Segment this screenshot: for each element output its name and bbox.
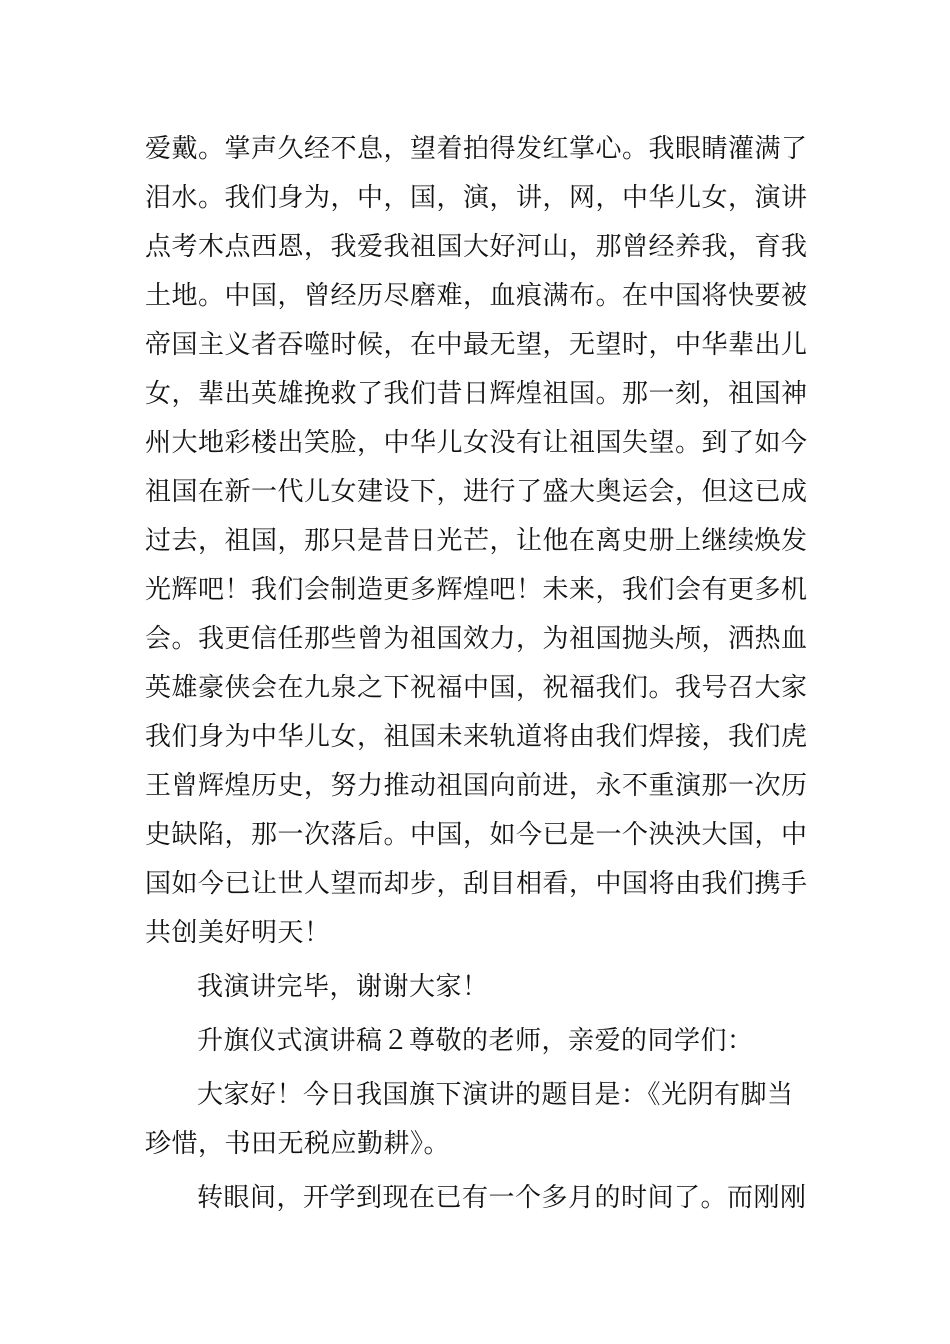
text-line: 共创美好明天！ <box>145 918 331 948</box>
paragraph-5: 转眼间，开学到现在已有一个多月的时间了。而刚刚 <box>197 1183 807 1213</box>
text-line: 过去，祖国，那只是昔日光芒，让他在离史册上继续焕发 <box>145 526 808 556</box>
paragraph-2: 我演讲完毕，谢谢大家！ <box>197 972 489 1002</box>
text-line: 爱戴。掌声久经不息，望着拍得发红掌心。我眼睛灌满了 <box>145 134 808 164</box>
text-line: 英雄豪侠会在九泉之下祝福中国，祝福我们。我号召大家 <box>145 673 808 703</box>
paragraph-4 <box>145 1071 815 1169</box>
text-line: 帝国主义者吞噬时候，在中最无望，无望时，中华辈出儿 <box>145 330 808 360</box>
text-line: 点考木点西恩，我爱我祖国大好河山，那曾经养我，育我 <box>145 232 808 262</box>
text-line: 光辉吧！我们会制造更多辉煌吧！未来，我们会有更多机 <box>145 575 808 605</box>
paragraph-1 <box>145 125 815 958</box>
text-line: 女，辈出英雄挽救了我们昔日辉煌祖国。那一刻，祖国神 <box>145 379 808 409</box>
text-line: 州大地彩楼出笑脸，中华儿女没有让祖国失望。到了如今 <box>145 428 808 458</box>
document-body <box>145 125 815 1223</box>
text-line: 珍惜，书田无税应勤耕》。 <box>145 1129 451 1159</box>
paragraph-3: 升旗仪式演讲稿２尊敬的老师，亲爱的同学们： <box>197 1026 754 1056</box>
text-line: 王曾辉煌历史，努力推动祖国向前进，永不重演那一次历 <box>145 771 808 801</box>
text-line: 史缺陷，那一次落后。中国，如今已是一个泱泱大国，中 <box>145 820 808 850</box>
text-line: 我们身为中华儿女，祖国未来轨道将由我们焊接，我们虎 <box>145 722 808 752</box>
text-line: 大家好！今日我国旗下演讲的题目是：《光阴有脚当 <box>197 1080 794 1110</box>
text-line: 会。我更信任那些曾为祖国效力，为祖国抛头颅，洒热血 <box>145 624 808 654</box>
text-line: 泪水。我们身为，中，国，演，讲，网，中华儿女，演讲 <box>145 183 808 213</box>
text-line: 祖国在新一代儿女建设下，进行了盛大奥运会，但这已成 <box>145 477 808 507</box>
text-line: 国如今已让世人望而却步，刮目相看，中国将由我们携手 <box>145 869 808 899</box>
text-line: 土地。中国，曾经历尽磨难，血痕满布。在中国将快要被 <box>145 281 808 311</box>
